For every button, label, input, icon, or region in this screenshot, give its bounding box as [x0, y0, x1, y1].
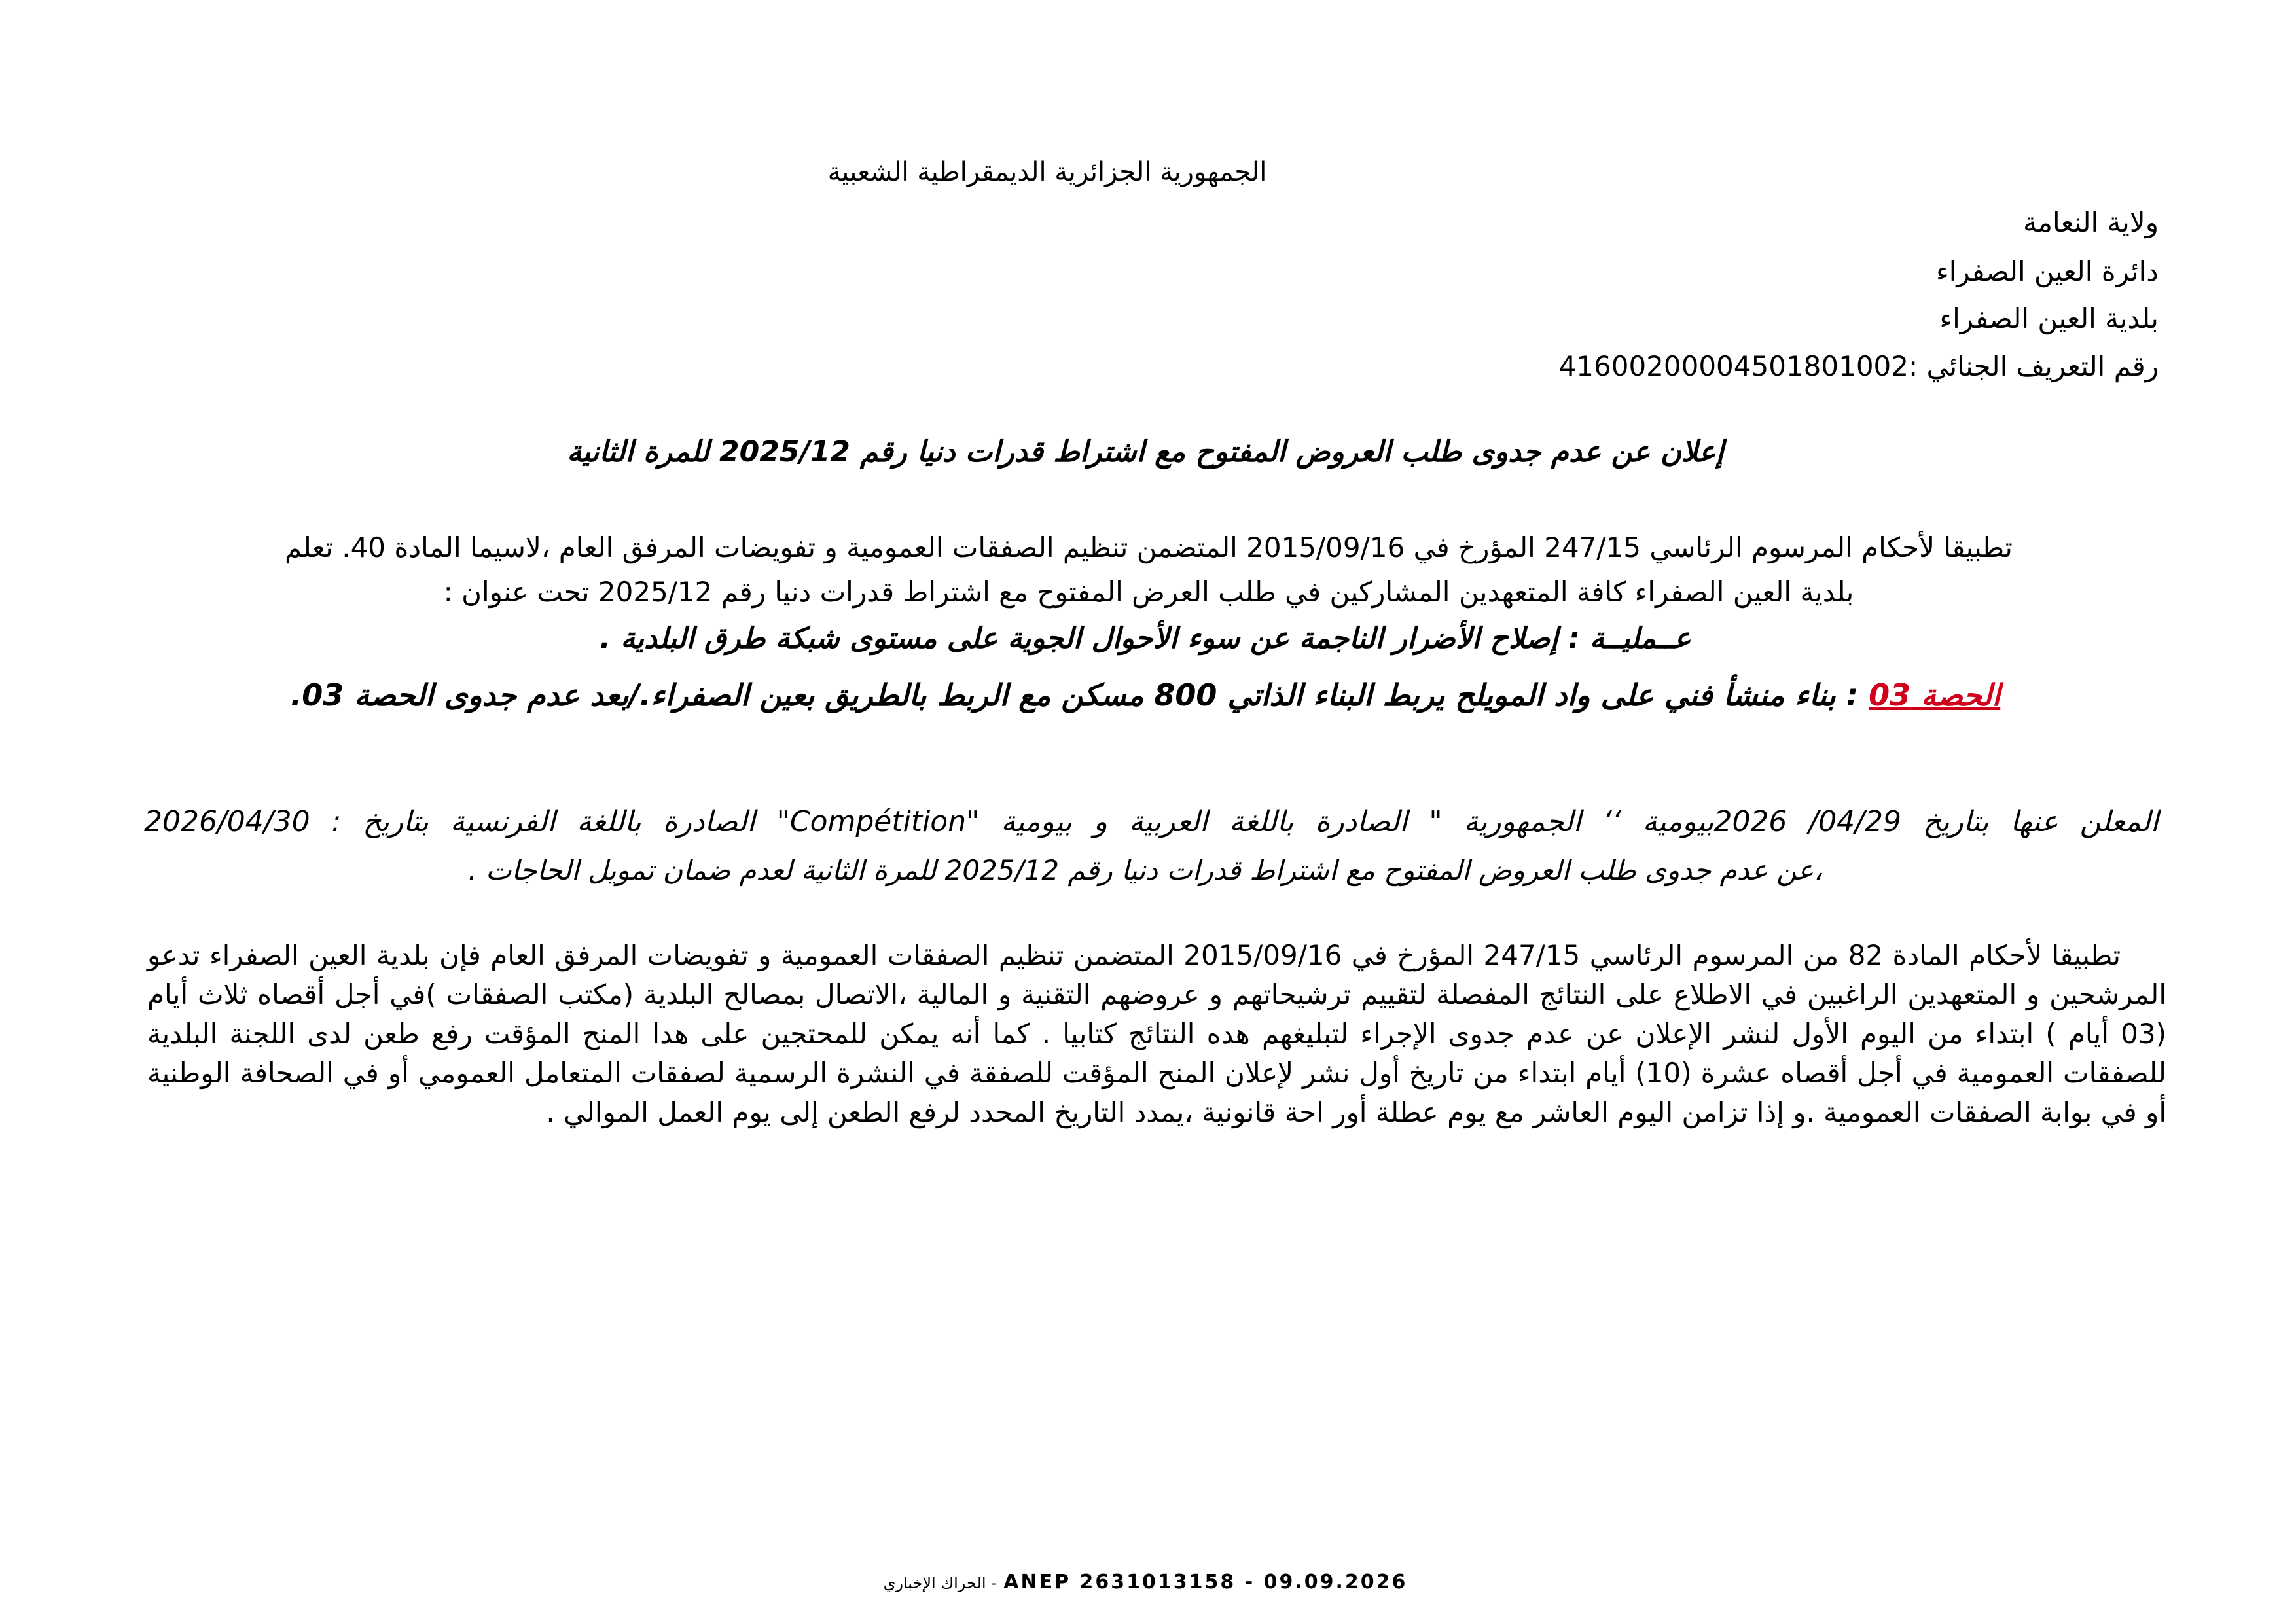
intro-line-1: تطبيقا لأحكام المرسوم الرئاسي 247/15 المؤرخ في 2015/09/16 المتضمن تنظيم الصفقات العمومية و تفويضات المرفق العام ،لاسيما المادة 40. تعلم	[285, 531, 2013, 563]
commune-line: بلدية العين الصفراء	[1939, 302, 2159, 334]
tax-id-line: رقم التعريف الجنائي :41600200004501801002	[1558, 350, 2159, 382]
announcement-title: إعلان عن عدم جدوى طلب العروض المفتوح مع اشتراط قدرات دنيا رقم 2025/12 للمرة الثانية	[567, 435, 1724, 469]
intro-line-2: بلدية العين الصفراء كافة المتعهدين المشاركين في طلب العرض المفتوح مع اشتراط قدرات دنيا رقم 2025/12 تحت عنوان :	[443, 576, 1854, 608]
footer-reference	[720, 1571, 1571, 1594]
daira-line: دائرة العين الصفراء	[1935, 255, 2159, 287]
wilaya-line: ولاية النعامة	[2022, 206, 2159, 238]
footer-ref: ANEP 2631013158 - 09.09.2026	[1003, 1571, 1408, 1594]
republic-heading: الجمهورية الجزائرية الديمقراطية الشعبية	[827, 157, 1267, 187]
lot-label: الحصة 03	[1869, 677, 2001, 713]
body-paragraph: تطبيقا لأحكام المادة 82 من المرسوم الرئاسي 247/15 المؤرخ في 2015/09/16 المتضمن تنظيم الصفقات العمومية و تفويضات المرفق العام فإن بلدية العين الصفراء تدعو المرشحين و المتعهدين الراغبين في الاطلاع على النتائج المفصلة لتقييم ترشيحاتهم و عروضهم التقنية و المالية ،الاتصال بمصالح البلدية (مكتب الصفقات )في أجل أقصاه ثلاث أيام (03 أيام ) ابتداء من اليوم الأول لنشر الإعلان عن عدم جدوى الإجراء لتبليغهم هده النتائج كتابيا . كما أنه يمكن للمحتجين على هدا المنح المؤقت رفع طعن لدى اللجنة البلدية للصفقات العمومية في أجل أقصاه عشرة (10) أيام ابتداء من تاريخ أول نشر لإعلان المنح المؤقت للصفقة في النشرة الرسمية لصفقات المتعامل العمومي أو في الصحافة الوطنية أو في بوابة الصفقات العمومية .و إذا تزامن اليوم العاشر مع يوم عطلة أور احة قانونية ،يمدد التاريخ المحدد لرفع الطعن إلى يوم العمل الموالي .	[147, 939, 2166, 1128]
lot-line	[164, 677, 2127, 713]
publication-line-2: ،عن عدم جدوى طلب العروض المفتوح مع اشتراط قدرات دنيا رقم 2025/12 للمرة الثانية لعدم ضمان تمويل الحاجات .	[468, 854, 1823, 886]
footer-source: الحراك الإخباري -	[883, 1574, 997, 1592]
operation-title: عــمليــة : إصلاح الأضرار الناجمة عن سوء الأحوال الجوية على مستوى شبكة طرق البلدية .	[600, 622, 1691, 655]
publication-line-1: المعلن عنها بتاريخ 04/29/ 2026بيومية ‘‘ الجمهورية " الصادرة باللغة العربية و بيومية "Compétition" الصادرة باللغة الفرنسية بتاريخ : 2026/04/30	[144, 805, 2159, 838]
lot-text: : بناء منشأ فني على واد المويلح يربط البناء الذاتي 800 مسكن مع الربط بالطريق بعين الصفراء./بعد عدم جدوى الحصة 03.	[290, 677, 1869, 713]
